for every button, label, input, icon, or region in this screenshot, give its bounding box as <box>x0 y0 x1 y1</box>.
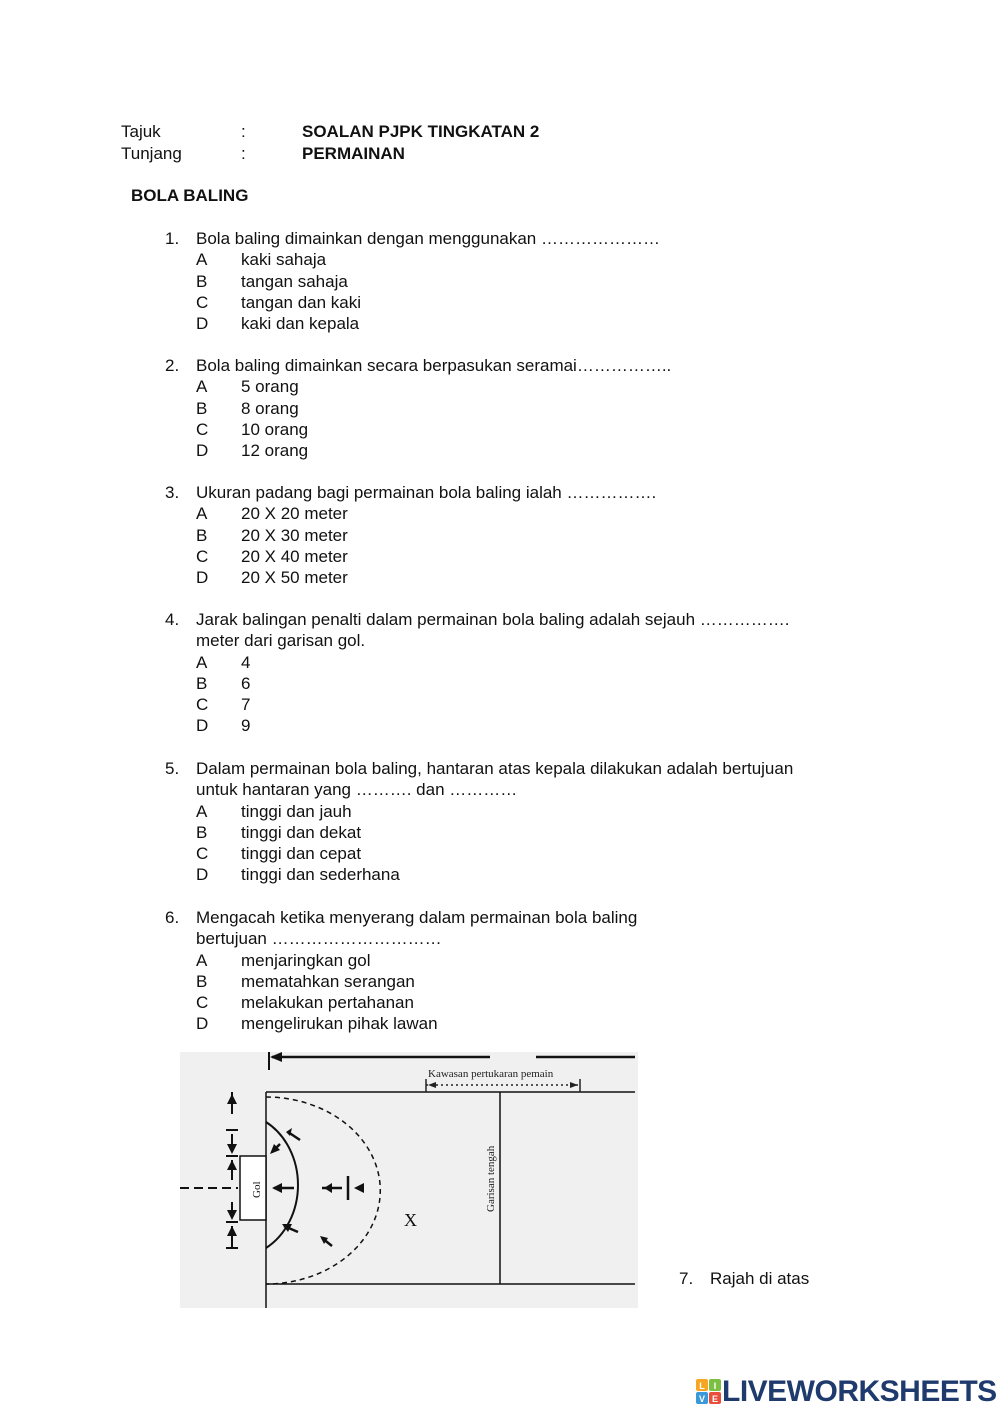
brand-name: LIVEWORKSHEETS <box>722 1375 997 1408</box>
svg-text:V: V <box>698 1394 706 1404</box>
question-text: Ukuran padang bagi permainan bola baling ialah ……………. <box>196 483 657 502</box>
question-text: Jarak balingan penalti dalam permainan bola baling adalah sejauh ……………. <box>196 610 790 629</box>
svg-text:E: E <box>711 1394 719 1404</box>
tunjang-label: Tunjang <box>121 144 182 163</box>
center-line-label: Garisan tengah <box>485 1145 497 1212</box>
liveworksheets-icon <box>696 1379 722 1405</box>
svg-text:I: I <box>713 1381 717 1391</box>
question-7-number: 7. <box>679 1269 694 1288</box>
question-text: Mengacah ketika menyerang dalam permainan bola baling <box>196 908 638 927</box>
question-text: Dalam permainan bola baling, hantaran atas kepala dilakukan adalah bertujuan <box>196 759 794 778</box>
goal-label: Gol <box>251 1181 263 1198</box>
question-text-continued: untuk hantaran yang ………. dan ………… <box>196 780 518 800</box>
tunjang-value: PERMAINAN <box>302 144 405 163</box>
question-number: 5. <box>165 759 180 778</box>
question-text-continued: meter dari garisan gol. <box>196 631 366 651</box>
question-text-continued: bertujuan ………………………… <box>196 929 442 949</box>
question-number: 4. <box>165 610 180 629</box>
question-number: 3. <box>165 483 180 502</box>
substitution-zone-label: Kawasan pertukaran pemain <box>428 1068 554 1080</box>
tajuk-value: SOALAN PJPK TINGKATAN 2 <box>302 122 540 141</box>
player-x-marker: X <box>404 1210 417 1230</box>
question-text: Bola baling dimainkan dengan menggunakan ………………… <box>196 229 660 248</box>
question-number: 1. <box>165 229 180 248</box>
question-7-text: Rajah di atas <box>710 1269 810 1288</box>
question-text: Bola baling dimainkan secara berpasukan seramai…………….. <box>196 356 672 375</box>
handball-court-diagram <box>180 1052 638 1308</box>
question-number: 6. <box>165 908 180 927</box>
svg-text:L: L <box>699 1381 705 1391</box>
question-number: 2. <box>165 356 180 375</box>
tajuk-colon: : <box>241 122 246 141</box>
section-title: BOLA BALING <box>131 186 249 205</box>
tunjang-colon: : <box>241 144 246 163</box>
tajuk-label: Tajuk <box>121 122 161 141</box>
